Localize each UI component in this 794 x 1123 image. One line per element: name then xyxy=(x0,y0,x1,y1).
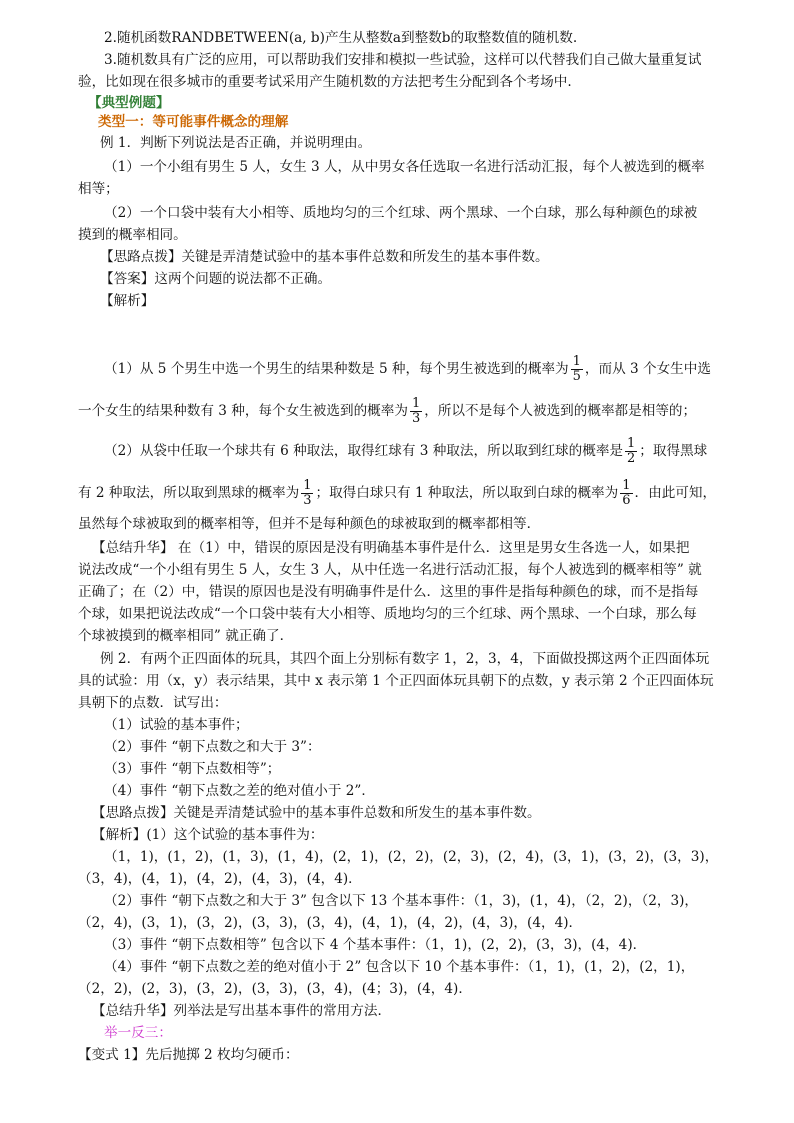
analysis-line xyxy=(78,476,716,510)
fraction-1-6 xyxy=(620,479,632,508)
summary-line: 【总结升华】 在（1）中，错误的原因是没有明确基本事件是什么．这里是男女生各选一人，如果把 xyxy=(92,540,690,556)
text-span: 有 2 种取法，所以取到黑球的概率为 xyxy=(78,485,300,501)
text-line: （4）事件 “朝下点数之差的绝对值小于 2” 包含以下 10 个基本事件：（1，1)，(1，2)，(2，1)， xyxy=(104,959,695,975)
text-line: （1，1)，(1，2)，(1，3)，(1，4)，(2，1)，(2，2)，(2，3)，(2，4)，(3，1)，(3，2)，(3，3)， xyxy=(104,849,719,865)
fraction-numerator: 1 xyxy=(622,478,631,493)
fraction-numerator: 1 xyxy=(627,436,636,451)
typical-examples-heading: 【典型例题】 xyxy=(88,95,170,111)
text-line: （2）一个口袋中装有大小相等、质地均匀的三个红球、两个黑球、一个白球，那么每种颜色的球被 xyxy=(104,205,698,221)
text-span: （1）从 5 个男生中选一个男生的结果种数是 5 种，每个男生被选到的概率为 xyxy=(104,361,569,377)
text-line: （1）一个小组有男生 5 人，女生 3 人，从中男女各任选取一名进行活动汇报，每个人被选到的概率 xyxy=(104,159,705,175)
analysis-line xyxy=(104,434,707,468)
text-span: （2）从袋中任取一个球共有 6 种取法，取得红球有 3 种取法，所以取到红球的概率是 xyxy=(104,443,624,459)
fraction-numerator: 1 xyxy=(411,396,421,411)
fraction-denominator: 3 xyxy=(411,411,421,426)
text-line: 个球，如果把说法改成“一个口袋中装有大小相等、质地均匀的三个红球、两个黑球、一个白球，那么每 xyxy=(78,606,697,622)
text-span: ；取得黑球 xyxy=(639,443,708,459)
example-1-title: 例 1．判断下列说法是否正确，并说明理由。 xyxy=(100,135,372,151)
fraction-denominator: 5 xyxy=(572,369,581,384)
analysis-line xyxy=(104,352,711,386)
text-line: （3）事件 “朝下点数相等” 包含以下 4 个基本事件：（1，1)，(2，2)，(3，3)，(4，4)． xyxy=(104,937,647,953)
text-line: 具朝下的点数．试写出： xyxy=(78,695,228,711)
text-line: 3.随机数具有广泛的应用，可以帮助我们安排和模拟一些试验，这样可以代替我们自己做大量重复试 xyxy=(104,52,702,68)
text-line: 验，比如现在很多城市的重要考试采用产生随机数的方法把考生分配到各个考场中. xyxy=(78,74,572,90)
fraction-denominator: 3 xyxy=(303,493,312,508)
text-line: （2，2)，(2，3)，(3，2)，(3，3)，(3，4)，(4；3)，(4，4)． xyxy=(78,981,472,997)
text-line: 正确了；在（2）中，错误的原因也是没有明确事件是什么．这里的事件是指每种颜色的球，而不是指每 xyxy=(78,584,699,600)
text-line: （2）事件 “朝下点数之和大于 3”： xyxy=(104,739,321,755)
text-line: 2.随机函数RANDBETWEEN(a, b)产生从整数a到整数b的取整数值的随机数. xyxy=(104,30,578,46)
text-line: 个球被摸到的概率相同” 就正确了． xyxy=(78,628,294,644)
text-line: 摸到的概率相同。 xyxy=(78,227,187,243)
type-one-heading: 类型一：等可能事件概念的理解 xyxy=(98,114,289,130)
practice-heading: 举一反三： xyxy=(104,1025,172,1041)
summary-line: 【总结升华】列举法是写出基本事件的常用方法． xyxy=(92,1003,392,1019)
text-line: （1）试验的基本事件； xyxy=(104,717,249,733)
fraction-1-3 xyxy=(301,479,313,508)
hint-line: 【思路点拨】关键是弄清楚试验中的基本事件总数和所发生的基本事件数。 xyxy=(100,249,549,265)
text-span: ．由此可知， xyxy=(634,485,717,501)
fraction-1-3 xyxy=(410,397,422,426)
text-span: 一个女生的结果种数有 3 种，每个女生被选到的概率为 xyxy=(78,403,408,419)
text-span: ；取得白球只有 1 种取法，所以取到白球的概率为 xyxy=(315,485,619,501)
text-span: ，所以不是每个人被选到的概率都是相等的； xyxy=(424,403,697,419)
example-2-title: 例 2．有两个正四面体的玩具，其四个面上分别标有数字 1，2，3，4，下面做投掷这两个正四面体玩 xyxy=(100,651,710,667)
fraction-1-5 xyxy=(571,355,583,384)
text-line: 具的试验：用（x，y）表示结果，其中 x 表示第 1 个正四面体玩具朝下的点数，y 表示第 2 个正四面体玩 xyxy=(78,673,714,689)
fraction-denominator: 6 xyxy=(622,493,631,508)
text-line: （4）事件 “朝下点数之差的绝对值小于 2”． xyxy=(104,783,375,799)
text-line: 说法改成“一个小组有男生 5 人，女生 3 人，从中任选一名进行活动汇报，每个人被选到的概率相等” 就 xyxy=(78,562,702,578)
text-line: （2）事件 “朝下点数之和大于 3” 包含以下 13 个基本事件：（1，3)，(1，4)，（2，2)，（2，3)， xyxy=(104,893,698,909)
answer-line: 【答案】这两个问题的说法都不正确。 xyxy=(100,271,332,287)
variation-1-line: 【变式 1】先后抛掷 2 枚均匀硬币： xyxy=(78,1047,299,1063)
analysis-label: 【解析】 xyxy=(100,293,155,309)
text-line: 虽然每个球被取到的概率相等，但并不是每种颜色的球被取到的概率都相等． xyxy=(78,516,541,532)
text-line: （2，4)，(3，1)，(3，2)，(3，3)，(3，4)，(4，1)，(4，2)，(4，3)，(4，4)． xyxy=(78,915,583,931)
text-line: 相等； xyxy=(78,181,119,197)
analysis-line: 【解析】(1）这个试验的基本事件为： xyxy=(92,827,324,843)
fraction-1-2 xyxy=(625,437,637,466)
fraction-numerator: 1 xyxy=(303,478,312,493)
analysis-line xyxy=(78,394,696,428)
text-line: （3，4)，(4，1)，(4，2)，(4，3)，(4，4)． xyxy=(78,871,362,887)
text-span: ，而从 3 个女生中选 xyxy=(584,361,711,377)
hint-line: 【思路点拨】关键是弄清楚试验中的基本事件总数和所发生的基本事件数。 xyxy=(92,805,541,821)
fraction-numerator: 1 xyxy=(572,354,581,369)
text-line: （3）事件 “朝下点数相等”； xyxy=(104,761,281,777)
fraction-denominator: 2 xyxy=(627,451,636,466)
